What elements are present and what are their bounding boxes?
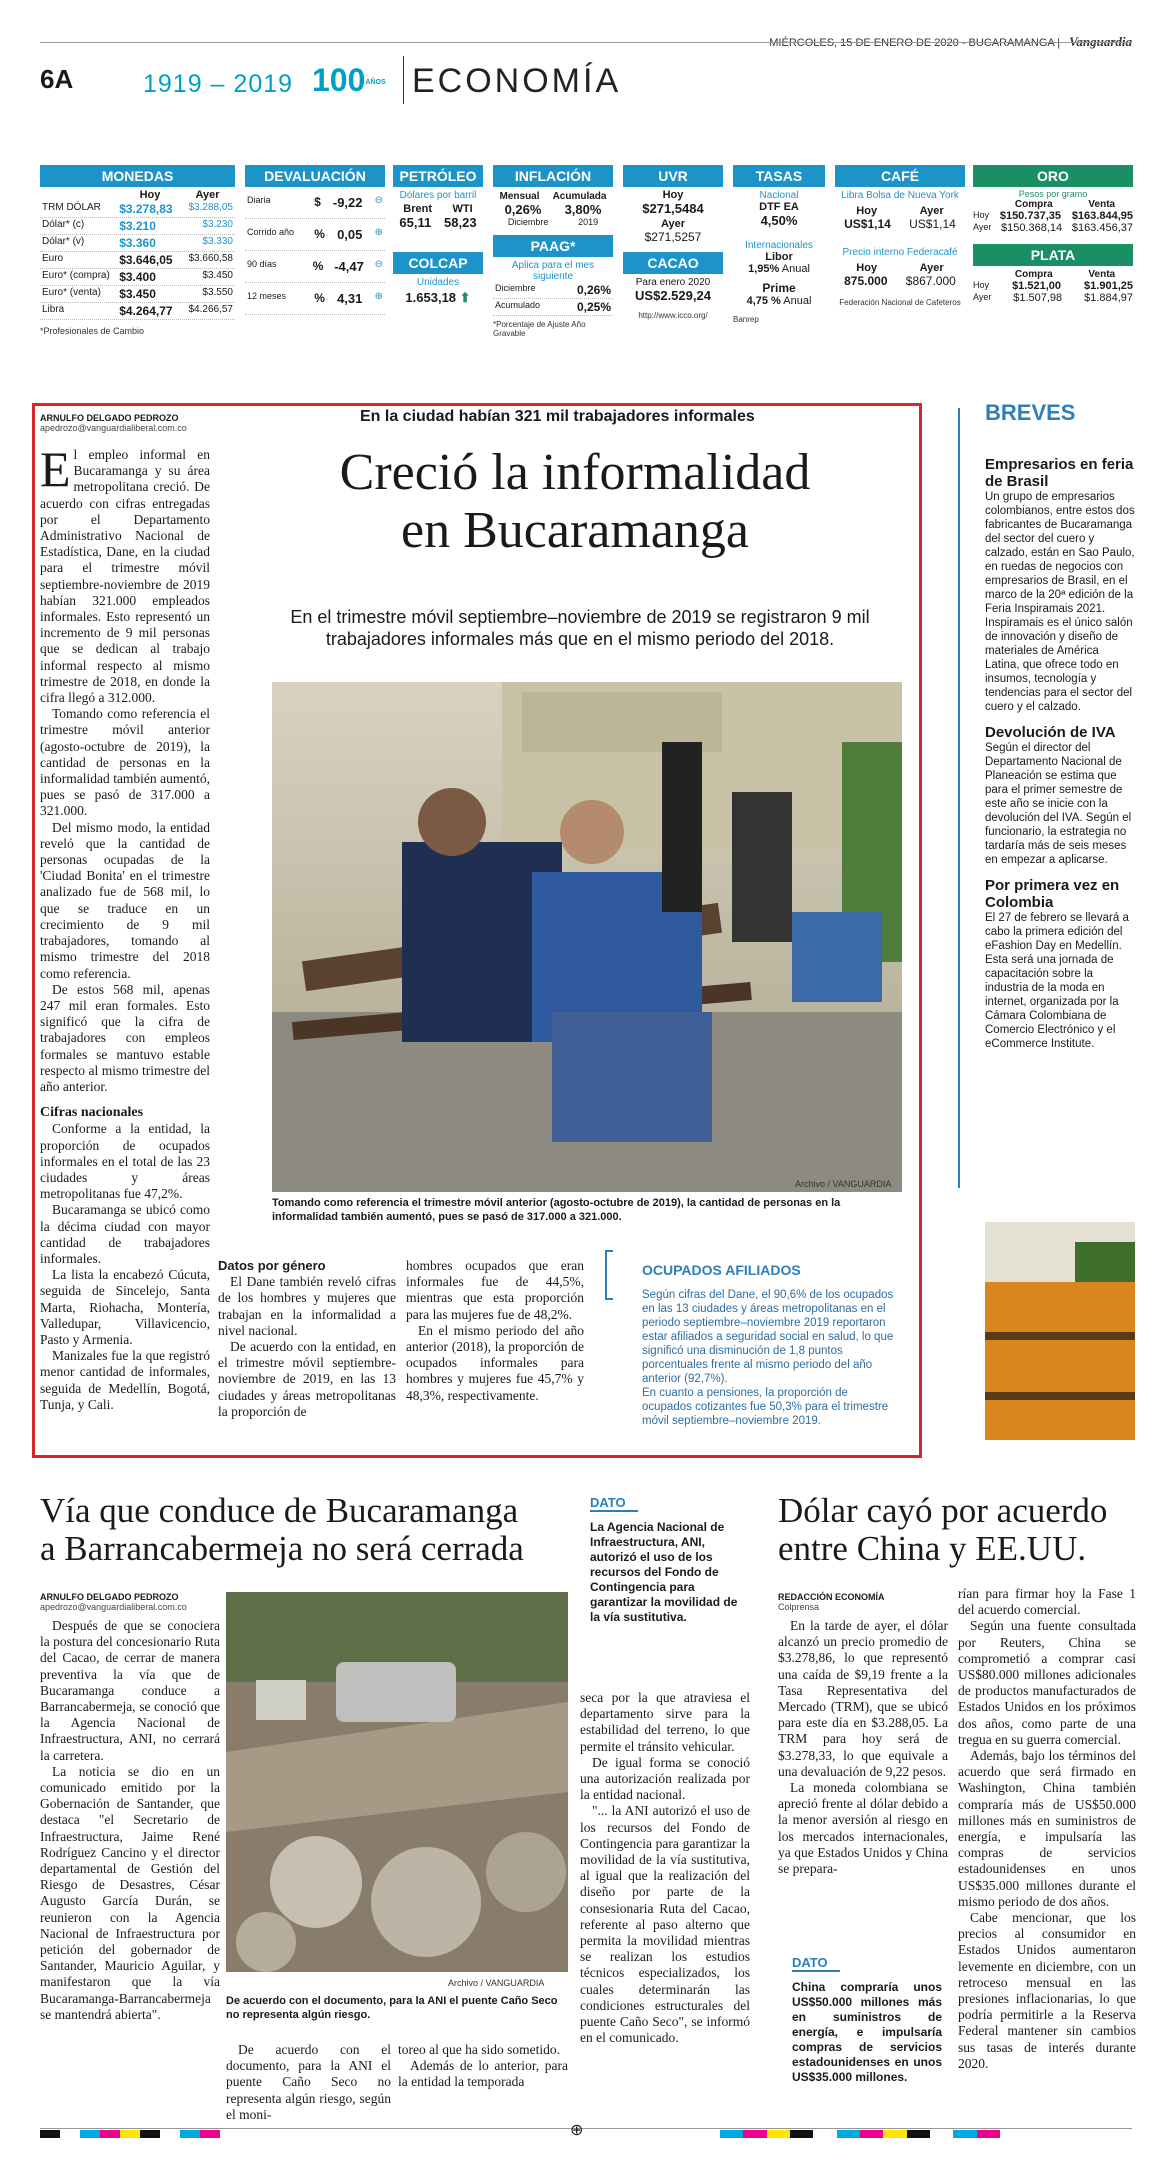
- moneda-row: [40, 252, 235, 269]
- oro-hoy-compra: $150.737,35: [999, 210, 1061, 222]
- paag-foot: *Porcentaje de Ajuste Año Gravable: [493, 320, 586, 338]
- cafe-hoy-label-2: Hoy: [856, 262, 878, 274]
- moneda-ayer: $3.288,05: [188, 202, 233, 213]
- dropcap: E: [40, 447, 71, 497]
- via-author: ARNULFO DELGADO PEDROZO: [40, 1592, 179, 1602]
- plata-hoy-label: Hoy: [973, 280, 990, 290]
- uvr-widget: [623, 165, 723, 350]
- breves-title: BREVES: [985, 400, 1076, 425]
- colcap-title: COLCAP: [393, 252, 483, 274]
- plata-title: PLATA: [973, 244, 1133, 266]
- devaluacion-row: [245, 219, 385, 251]
- dolar-author: REDACCIÓN ECONOMÍA: [778, 1592, 885, 1602]
- plata-hoy-venta: $1.901,25: [1084, 280, 1133, 292]
- oro-sub: Pesos por gramo: [1018, 189, 1088, 199]
- subhead-genero: Datos por género: [218, 1258, 326, 1273]
- cafe-sub2: Precio interno Federacafé: [842, 247, 958, 258]
- via-column-4: seca por la que atraviesa el departamento sirve para la estabilidad del terreno, lo que permite el tránsito vehicular. De igual forma se conoció una autorización realizada por la entidad nacional. "... la ANI autorizó el uso de los recursos del Fondo de Contingencia para garantizar la movilidad de la vía sustitutiva, al igual que la realización del diseño por parte de la consesionaria Ruta del Cacao, referente al paso alterno que permita la movilidad mientras se realizan los estudios técnicos especializados, los cuales determinarán las condiciones estructurales del puente Caño Seco", se informó en el comunicado.: [580, 1690, 750, 2046]
- wti-label: WTI: [452, 203, 473, 215]
- tasas-nacional: Nacional: [759, 190, 799, 201]
- colcap-value: 1.653,18: [405, 290, 457, 305]
- moneda-row: [40, 201, 235, 218]
- moneda-ayer: $4.266,57: [188, 304, 233, 315]
- plata-ayer-label: Ayer: [973, 292, 992, 302]
- deval-label: Corrido año: [247, 227, 295, 237]
- plata-venta-label: Venta: [1088, 269, 1116, 280]
- main-column-1: El empleo informal en Bucaramanga y su área metropolitana creció. De acuerdo con cifras entregadas por el Departamento Administrativo Nacional de Estadística, Dane, en la ciudad para el trimestre móvil septiembre-noviembre de 2019 habían 321.000 empleados informales. Esto representó un incremento de 9 mil personas que se dedican al trabajo informal respecto al mismo trimestre de 2018, en donde la cifra llegó a 312.000. Tomando como referencia el trimestre móvil anterior (agosto-octubre de 2019), la cantidad de personas en la informalidad también aumentó, pues se pasó de 317.000 a 321.000. Del mismo modo, la entidad reveló que la cantidad de personas ocupadas de la 'Ciudad Bonita' en el trimestre analizado fue de 568 mil, lo que se traduce en un crecimiento de 9 mil trabajadores, tomando al mismo trimestre del 2018 como referencia. De estos 568 mil, apenas 247 mil eran formales. Esto significó que la cifra de trabajadores con empleos formales se mantuvo estable respecto al mismo trimestre del año anterior. Cifras nacionales Conforme a la entidad, la proporción de ocupados informales en el total de las 23 ciudades y áreas metropolitanas fue 47,2%. Bucaramanga se ubicó como la décima ciudad con mayor cantidad de trabajadores informales. La lista la encabezó Cúcuta, seguida de Sincelejo, Santa Marta, Riohacha, Montería, Valledupar, Villavicencio, Pasto y Armenia. Manizales fue la que registró menor cantidad de informales, seguida de Medellín, Bogotá, Tunja, y Cali.: [40, 447, 210, 1412]
- cafe-ayer-label: Ayer: [919, 205, 944, 217]
- paag-row: [493, 299, 613, 316]
- deval-label: 90 días: [247, 259, 277, 269]
- page-number: 6A: [40, 64, 74, 94]
- plata-compra-label: Compra: [1014, 269, 1053, 280]
- moneda-hoy: $3.400: [119, 270, 156, 284]
- prime-label: Prime: [762, 281, 796, 295]
- brent-label: Brent: [403, 203, 432, 215]
- dolar-source: Colprensa: [778, 1602, 820, 1612]
- breve-1-text: Un grupo de empresarios colombianos, entre estos dos fabricantes de Bucaramanga del sector del cuero y calzado, están en Sao Paulo, en ruedas de negocios con empresarios de Brasil, en el marco de la 20ª edición de la Feria Inspiramais 2021. Inspiramais es el único salón de innovación y diseño de materiales de América Latina, que ofrece todo en insumos, tecnología y tendencias para el sector del cuero y el calzado.: [985, 491, 1135, 713]
- monedas-foot: *Profesionales de Cambio: [40, 326, 145, 336]
- libor-label: Libor: [765, 251, 793, 263]
- deval-label: 12 meses: [247, 291, 287, 301]
- devaluacion-widget: [245, 165, 385, 350]
- top-rule: [40, 42, 1132, 43]
- moneda-hoy: $3.210: [119, 219, 156, 233]
- tasas-widget: [733, 165, 825, 350]
- oro-venta-label: Venta: [1088, 199, 1116, 210]
- via-column-1: Después de que se conociera la postura del concesionario Ruta del Cacao, de cerrar de manera preventiva la vía que de Bucaramanga conduce a Barrancabermeja, se conoció que la Agencia Nacional de Infraestructura, ANI, no cerrará la carretera. La noticia se dio en un comunicado emitido por la Gobernación de Santander, que destaca "el Secretario de Infraestructura, Jaime René Rodríguez Cancino y el director departamental de Gestión del Riesgo de Desastres, César Augusto García Durán, se reunieron con la Agencia Nacional de Infraestructura por petición del gobernador de Santander, Mauricio Aguilar, y manifestaron que la vía Bucaramanga-Barrancabermeja se mantendrá abierta".: [40, 1618, 220, 2022]
- moneda-label: Euro* (venta): [42, 287, 101, 298]
- main-photo: [272, 682, 902, 1192]
- moneda-row: [40, 218, 235, 235]
- via-dato-label: DATO: [590, 1495, 638, 1512]
- inflacion-anio: 2019: [578, 217, 599, 227]
- col-ayer: Ayer: [195, 189, 220, 201]
- up-circle-icon: ⊕: [374, 291, 383, 302]
- main-caption: Tomando como referencia el trimestre móvil anterior (agosto-octubre de 2019), la cantidad de personas en la informalidad también aumentó, pues se pasó de 317.000 a 321.000.: [272, 1197, 841, 1223]
- moneda-hoy: $4.264,77: [119, 304, 173, 318]
- up-arrow-icon: ⬆: [459, 290, 471, 305]
- breves-rule: [958, 408, 964, 1188]
- dolar-column-2: rían para firmar hoy la Fase 1 del acuerdo comercial. Según una fuente consultada por Reuters, China se comprometió a comprar casi US$80.000 millones adicionales de productos manufacturados de Estados Unidos en los próximos dos años, como parte de una tregua en su guerra comercial. Además, bajo los términos del acuerdo que será firmado en Washington, China también compraría más de US$50.000 millones más en suministros de energía, e impulsaría las compras de servicios estadounidenses en unos US$35.000 millones durante el mismo periodo de dos años. Cabe mencionar, que los precios al consumidor en Estados Unidos aumentaron levemente en diciembre, con un retroceso mensual en las presiones inflacionarias, lo que podría permitirle a la Reserva Federal mantener sin cambios sus tasas de interés durante 2020.: [958, 1586, 1136, 2071]
- devaluacion-row: [245, 187, 385, 219]
- brand: Vanguardia: [1069, 34, 1132, 49]
- cafe-hoy1: US$1,14: [844, 217, 891, 231]
- uvr-hoy: $271,5484: [642, 201, 704, 216]
- market-oranges-image: [985, 1222, 1135, 1440]
- via-photo: [226, 1592, 568, 1972]
- dtf-label: DTF EA: [759, 201, 799, 213]
- registration-mark-icon: ⊕: [570, 2122, 584, 2139]
- breves-photo: [985, 1222, 1135, 1440]
- moneda-label: TRM DÓLAR: [42, 202, 101, 213]
- paag-title: PAAG*: [493, 235, 613, 257]
- monedas-title: MONEDAS: [40, 165, 235, 187]
- moneda-label: Dólar* (v): [42, 236, 85, 247]
- ocupados-title: OCUPADOS AFILIADOS: [642, 1262, 801, 1278]
- color-bar-right: [720, 2130, 1000, 2138]
- inflacion-widget: [493, 165, 613, 350]
- subhead-cifras: Cifras nacionales: [40, 1105, 144, 1121]
- moneda-ayer: $3.330: [202, 236, 233, 247]
- ocupados-box: [642, 1262, 900, 1428]
- uvr-ayer-label: Ayer: [660, 218, 686, 230]
- header-divider: [403, 56, 404, 104]
- moneda-hoy: $3.360: [119, 236, 156, 250]
- dolar-byline: [778, 1592, 948, 1612]
- deval-label: Diaria: [247, 195, 271, 205]
- petroleo-sub: Dólares por barril: [399, 190, 477, 201]
- deval-unit: %: [314, 291, 325, 305]
- deval-unit: $: [314, 195, 321, 209]
- libor-unit: Anual: [781, 263, 810, 275]
- deval-value: -9,22: [332, 195, 363, 210]
- oro-ayer-label: Ayer: [973, 222, 992, 232]
- dolar-headline: Dólar cayó por acuerdo entre China y EE.UU.: [778, 1491, 1108, 1568]
- petroleo-title: PETRÓLEO: [393, 165, 483, 187]
- breve-2-text: Según el director del Departamento Nacional de Planeación se estima que para el primer semestre de este año se inicie con la devolución del IVA. Según el funcionario, la estrategia no tardaría más de seis meses en empezar a aplicarse.: [985, 742, 1132, 866]
- via-email: apedrozo@vanguardialiberal.com.co: [40, 1602, 187, 1612]
- moneda-hoy: $3.646,05: [119, 253, 173, 267]
- via-column-3: toreo al que ha sido sometido. Además de lo anterior, para la entidad la temporada: [398, 2042, 568, 2090]
- oro-hoy-label: Hoy: [973, 210, 990, 220]
- main-photo-credit: Archivo / VANGUARDIA: [795, 1179, 892, 1189]
- via-photo-credit: Archivo / VANGUARDIA: [448, 1978, 545, 1988]
- petroleo-widget: [393, 165, 483, 350]
- plata-hoy-compra: $1.521,00: [1012, 280, 1061, 292]
- prime-unit: Anual: [783, 295, 812, 307]
- dtf-value: 4,50%: [760, 213, 798, 228]
- moneda-hoy: $3.450: [119, 287, 156, 301]
- down-circle-icon: ⊖: [374, 259, 383, 270]
- cafe-ayer2: $867.000: [905, 274, 956, 288]
- moneda-label: Euro* (compra): [42, 270, 110, 281]
- main-headline: Creció la informalidad en Bucaramanga: [339, 444, 811, 559]
- breve-2-title: Devolución de IVA: [985, 724, 1116, 741]
- moneda-ayer: $3.450: [202, 270, 233, 281]
- moneda-ayer: $3.660,58: [188, 253, 233, 264]
- cafe-widget: [835, 165, 965, 350]
- via-byline: [40, 1592, 220, 1612]
- deval-value: 0,05: [337, 227, 363, 242]
- main-byline: [40, 413, 215, 433]
- paag-value: 0,25%: [576, 300, 611, 314]
- prime-value: 4,75 %: [746, 295, 781, 307]
- tasas-internacionales: Internacionales: [745, 240, 813, 251]
- paag-label: Diciembre: [495, 283, 536, 293]
- plata-ayer-compra: $1.507,98: [1013, 292, 1063, 304]
- color-bar-left: [40, 2130, 220, 2138]
- oro-ayer-compra: $150.368,14: [1001, 222, 1063, 234]
- plata-ayer-venta: $1.884,97: [1084, 292, 1133, 304]
- moneda-label: Dólar* (c): [42, 219, 85, 230]
- mensual-label: Mensual: [499, 191, 540, 202]
- workers-plaza-image: [272, 682, 902, 1192]
- ocupados-text-1: Según cifras del Dane, el 90,6% de los ocupados en las 13 ciudades y áreas metropolitanas en el periodo septiembre–noviembre 2019 reportaron estar afiliados a seguridad social en salud, lo que significó una disminución de 1,8 puntos porcentuales frente al mismo periodo del año anterior (92,7%).: [642, 1289, 894, 1385]
- main-column-3: hombres ocupados que eran informales fue de 44,5%, mientras que esta proporción para las mujeres fue de 48,2%. En el mismo periodo del año anterior (2018), la proporción de ocupados informales para hombres y mujeres fue 45,7% y 48,3%, respectivamente.: [406, 1258, 584, 1403]
- dolar-dato-text: China compraría unos US$50.000 millones más en suministros de energía, e impulsaría compras de servicios estadounidenses en unos US$35.000 millones.: [792, 1980, 942, 2084]
- bottom-rule: [40, 2128, 1132, 2129]
- wti-value: 58,23: [444, 215, 477, 230]
- deval-value: 4,31: [337, 291, 363, 306]
- main-email: apedrozo@vanguardialiberal.com.co: [40, 423, 187, 433]
- acumulada-label: Acumulada: [552, 191, 607, 202]
- cafe-ayer-label-2: Ayer: [919, 262, 944, 274]
- moneda-row: [40, 235, 235, 252]
- acumulada-value: 3,80%: [564, 202, 602, 217]
- tasas-foot: Banrep: [733, 315, 759, 324]
- moneda-ayer: $3.230: [202, 219, 233, 230]
- deval-unit: %: [312, 259, 324, 273]
- cacao-title: CACAO: [623, 252, 723, 274]
- cafe-ayer1: US$1,14: [909, 217, 956, 231]
- ocupados-text-2: En cuanto a pensiones, la proporción de ocupados cotizantes fue 50,3% para el trimestre móvil septiembre–noviembre 2019.: [642, 1387, 889, 1427]
- anniversary-years: 1919 – 2019: [143, 70, 294, 98]
- moneda-hoy: $3.278,83: [119, 202, 173, 216]
- via-caption: De acuerdo con el documento, para la ANI el puente Caño Seco no representa algún riesgo.: [226, 1995, 558, 2021]
- main-column-2: Datos por género El Dane también reveló cifras de los hombres y mujeres que trabajan en la informalidad a nivel nacional. De acuerdo con la entidad, en el trimestre móvil septiembre-noviembre de 2019, en las 13 ciudades y áreas metropolitanas la proporción de: [218, 1258, 396, 1419]
- moneda-row: [40, 286, 235, 303]
- dolar-dato-label: DATO: [792, 1955, 840, 1972]
- paag-label: Acumulado: [495, 300, 541, 310]
- main-deck: En el trimestre móvil septiembre–noviembre de 2019 se registraron 9 mil trabajadores informales más que en el mismo periodo del 2018.: [290, 607, 870, 649]
- mensual-value: 0,26%: [504, 202, 542, 217]
- via-dato-box: [590, 1495, 745, 1625]
- cacao-foot: http://www.icco.org/: [638, 311, 708, 320]
- cacao-sub: Para enero 2020: [635, 277, 711, 288]
- paag-row: [493, 282, 613, 299]
- cafe-hoy2: 875.000: [844, 274, 888, 288]
- moneda-label: Euro: [42, 253, 64, 264]
- moneda-ayer: $3.550: [202, 287, 233, 298]
- oro-ayer-venta: $163.456,37: [1071, 222, 1133, 234]
- moneda-row: [40, 269, 235, 286]
- monedas-widget: [40, 165, 235, 350]
- brent-value: 65,11: [399, 215, 432, 230]
- devaluacion-row: [245, 251, 385, 283]
- cafe-title: CAFÉ: [835, 165, 965, 187]
- libor-value: 1,95%: [748, 263, 780, 275]
- dolar-column-1: En la tarde de ayer, el dólar alcanzó un precio promedio de $3.278,86, lo que representó una caída de $9,19 frente a la Tasa Representativa del Mercado (TRM), que se ubicó para este día en $3.288,05. La TRM para hoy será de $3.278,33, lo que equivale a una devaluación de 9,22 pesos. La moneda colombiana se apreció frente al dólar debido a la menor aversión al riesgo en los mercados internacionales, ya que Estados Unidos y China se prepara-: [778, 1618, 948, 1877]
- paag-value: 0,26%: [576, 283, 611, 297]
- oro-widget: [973, 165, 1133, 350]
- main-kicker: En la ciudad habían 321 mil trabajadores informales: [360, 408, 755, 425]
- oro-hoy-venta: $163.844,95: [1071, 210, 1133, 222]
- section-title: ECONOMÍA: [412, 62, 622, 100]
- col-hoy: Hoy: [139, 189, 161, 201]
- cacao-value: US$2.529,24: [635, 288, 711, 303]
- oro-compra-label: Compra: [1014, 199, 1053, 210]
- down-circle-icon: ⊖: [374, 195, 383, 206]
- uvr-title: UVR: [623, 165, 723, 187]
- deval-unit: %: [314, 227, 325, 241]
- inflacion-title: INFLACIÓN: [493, 165, 613, 187]
- breve-3-title: Por primera vez en Colombia: [985, 877, 1120, 911]
- anniversary-logo: 100AÑOS: [312, 62, 386, 98]
- cafe-hoy-label: Hoy: [856, 205, 878, 217]
- breve-1-title: Empresarios en feria de Brasil: [985, 456, 1134, 490]
- devaluacion-row: [245, 283, 385, 315]
- uvr-hoy-label: Hoy: [662, 189, 684, 201]
- breves-column: [985, 400, 1135, 1051]
- via-column-2: De acuerdo con el documento, para la ANI el puente Caño Seco no representa algún riesgo, según el moni-: [226, 2042, 391, 2122]
- tasas-title: TASAS: [733, 165, 825, 187]
- main-author: ARNULFO DELGADO PEDROZO: [40, 413, 179, 423]
- cafe-sub1: Libra Bolsa de Nueva York: [841, 190, 959, 201]
- road-landslide-image: [226, 1592, 568, 1972]
- breve-3-text: El 27 de febrero se llevará a cabo la primera edición del eFashion Day en Medellín. Esta será una jornada de capacitación sobre la industria de la moda en internet, organizada por la Cámara Colombiana de Comercio Electrónico y el eCommerce Institute.: [985, 912, 1129, 1050]
- deval-value: -4,47: [334, 259, 364, 274]
- devaluacion-title: DEVALUACIÓN: [245, 165, 385, 187]
- oro-title: ORO: [973, 165, 1133, 187]
- box-bracket: [605, 1250, 613, 1300]
- colcap-sub: Unidades: [416, 277, 460, 288]
- via-dato-text: La Agencia Nacional de Infraestructura, ANI, autorizó el uso de los recursos del Fondo de Contingencia para garantizar la movilidad de la vía sustitutiva.: [590, 1520, 738, 1624]
- dolar-dato-box: [792, 1955, 942, 2085]
- up-circle-icon: ⊕: [374, 227, 383, 238]
- moneda-row: [40, 303, 235, 320]
- dateline: MIÉRCOLES, 15 DE ENERO DE 2020 - BUCARAMANGA | Vanguardia: [769, 34, 1132, 49]
- inflacion-mes: Diciembre: [507, 217, 549, 227]
- paag-sub: Aplica para el mes siguiente: [511, 260, 595, 282]
- moneda-label: Libra: [42, 304, 65, 315]
- via-headline: Vía que conduce de Bucaramanga a Barrancabermeja no será cerrada: [40, 1491, 524, 1568]
- cafe-foot: Federación Nacional de Cafeteros: [839, 298, 961, 307]
- uvr-ayer: $271,5257: [644, 230, 702, 244]
